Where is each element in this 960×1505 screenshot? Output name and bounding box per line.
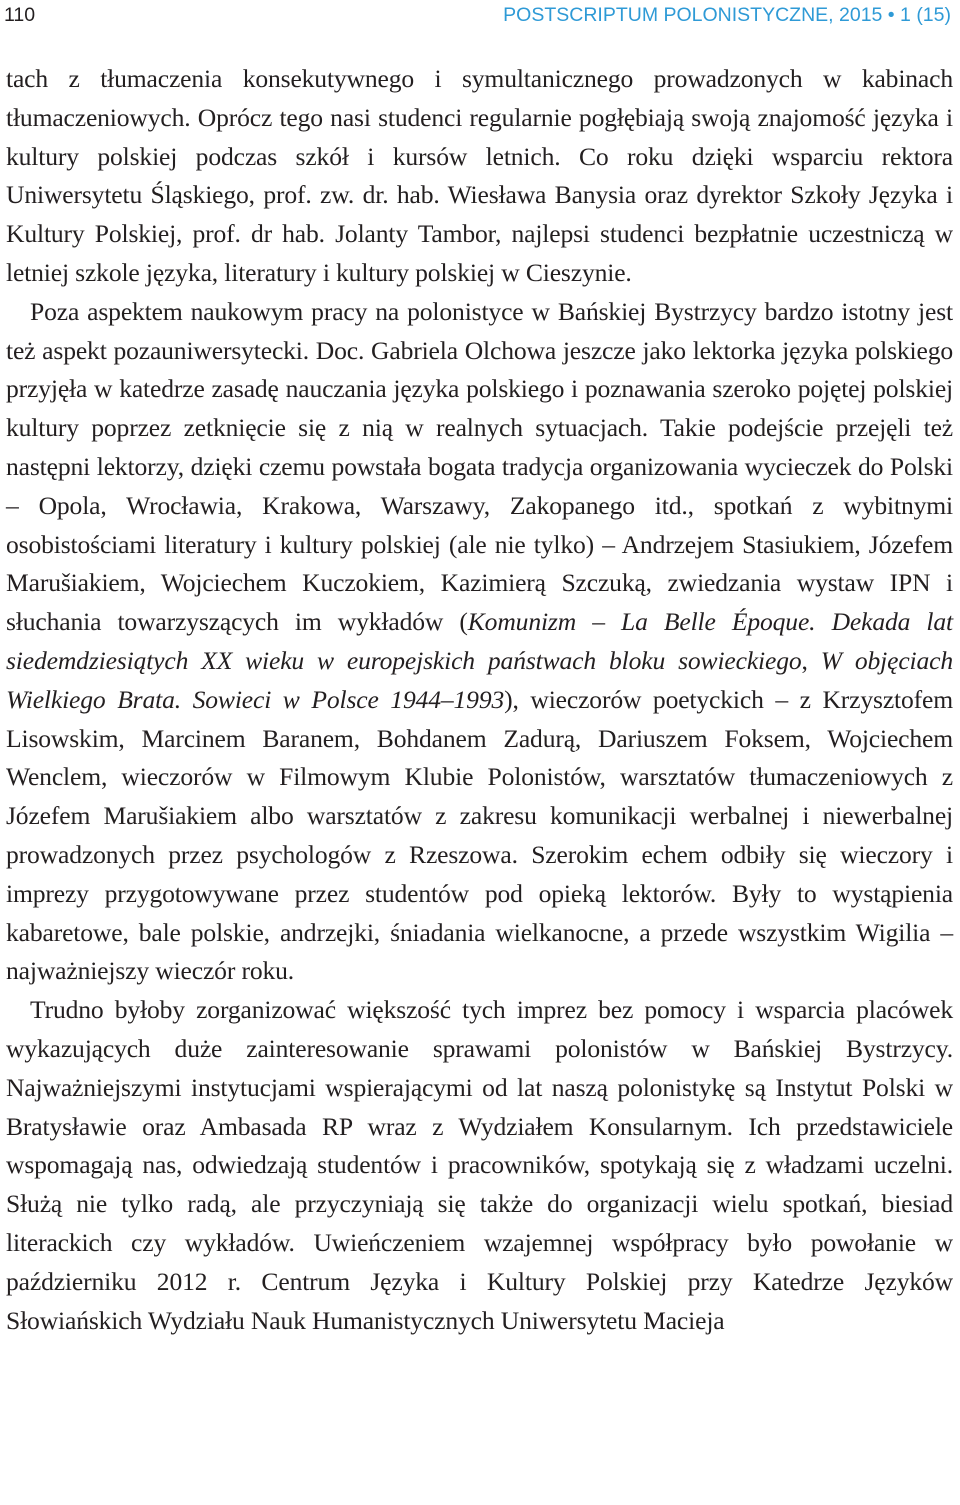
paragraph-text: ,: [801, 645, 821, 675]
italic-title: W objęciach Wielkiego Brata. Sowieci w Polsce 1944–1993: [6, 645, 954, 714]
paragraph: [6, 60, 953, 293]
page-number: 110: [4, 4, 36, 26]
paragraph-text: Trudno byłoby zorganizować większość tych imprez bez pomocy i wsparcia placówek wykazujących duże zainteresowanie sprawami polonistów w Bańskiej Bystrzycy. Najważniejszymi instytucjami wspierającymi od lat naszą polonistykę są Instytut Polski w Bratysławie oraz Ambasada RP wraz z Wydziałem Konsularnym. Ich przedstawiciele wspomagają nas, odwiedzają studentów i pracowników, spotykają się z władzami uczelni. Służą nie tylko radą, ale przyczyniają się także do organizacji wielu spotkań, biesiad literackich czy wykładów. Uwieńczeniem wzajemnej współpracy było powołanie w październiku 2012 r. Centrum Języka i Kultury Polskiej przy Katedrze Języków Słowiańskich Wydziału Nauk Humanistycznych Uniwersytetu Macieja: [6, 995, 953, 1335]
paragraph: [6, 991, 953, 1340]
body-text: [6, 60, 953, 1340]
paragraph: [6, 293, 953, 991]
journal-info: POSTSCRIPTUM POLONISTYCZNE, 2015 • 1 (15): [503, 4, 951, 26]
paragraph-text: ), wieczorów poetyckich – z Krzysztofem Lisowskim, Marcinem Baranem, Bohdanem Zadurą, Dariuszem Foksem, Wojciechem Wenclem, wieczorów w Filmowym Klubie Polonistów, warsztatów tłumaczeniowych z Józefem Marušiakiem albo warsztatów z zakresu komunikacji werbalnej i niewerbalnej prowadzonych przez psychologów z Rzeszowa. Szerokim echem odbiły się wieczory i imprezy przygotowywane przez studentów pod opieką lektorów. Były to wystąpienia kabaretowe, bale polskie, andrzejki, śniadania wielkanocne, a przede wszystkim Wigilia – najważniejszy wieczór roku.: [6, 684, 953, 986]
paragraph-text: tach z tłumaczenia konsekutywnego i symultanicznego prowadzonych w kabinach tłumaczeniowych. Oprócz tego nasi studenci regularnie pogłębiają swoją znajomość języka i kultury polskiej podczas szkół i kursów letnich. Co roku dzięki wsparciu rektora Uniwersytetu Śląskiego, prof. zw. dr. hab. Wiesława Banysia oraz dyrektor Szkoły Języka i Kultury Polskiej, prof. dr hab. Jolanty Tambor, najlepsi studenci bezpłatnie uczestniczą w letniej szkole języka, literatury i kultury polskiej w Cieszynie.: [6, 64, 953, 287]
italic-title: Komunizm – La Belle Époque. Dekada lat siedemdziesiątych XX wieku w europejskich państwach bloku sowieckiego: [6, 607, 953, 675]
paragraph-text: Poza aspektem naukowym pracy na polonistyce w Bańskiej Bystrzycy bardzo istotny jest też aspekt pozauniwersytecki. Doc. Gabriela Olchowa jeszcze jako lektorka języka polskiego przyjęła w katedrze zasadę nauczania języka polskiego i poznawania szeroko pojętej polskiej kultury poprzez zetknięcie się z nią w realnych sytuacjach. Takie podejście przejęli też następni lektorzy, dzięki czemu powstała bogata tradycja organizowania wycieczek do Polski – Opola, Wrocławia, Krakowa, Warszawy, Zakopanego itd., spotkań z wybitnymi osobistościami literatury i kultury polskiej (ale nie tylko) – Andrzejem Stasiukiem, Józefem Marušiakiem, Wojciechem Kuczokiem, Kazimierą Szczuką, zwiedzania wystaw IPN i słuchania towarzyszących im wykładów (: [6, 296, 953, 637]
running-header: [0, 0, 960, 30]
